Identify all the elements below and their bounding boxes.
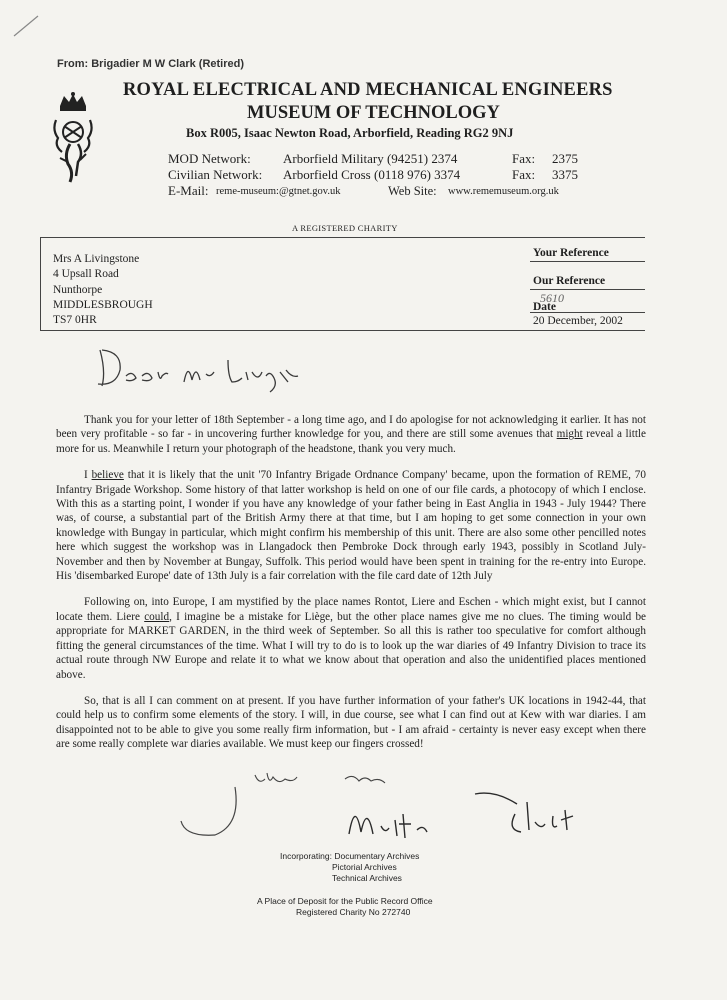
footer-registered-charity: Registered Charity No 272740 (296, 907, 411, 917)
paragraph-4: So, that is all I can comment on at present. If you have further information of your father's UK locations in 1942-44, that could help us to confirm some elements of the story. I will, in due course, see what I can find out at Kew with war diaries. I am disappointed not to be able to give you some really firm information, but - I am afraid - certainty is never easy except when there are some really complete war diaries available. We must keep our fingers crossed! (56, 694, 646, 751)
paragraph-2: I believe that it is likely that the unit '70 Infantry Brigade Ordnance Company' became, upon the formation of REME, 70 Infantry Brigade Workshop. Some history of that latter workshop is held on one of our file cards, a photocopy of which I enclose. With this as a starting point, I wonder if you have any knowledge of your father being in East Anglia in 1943 - July 1944? There was, of course, a substantial part of the British Army there at that time, but I am hoping to get some connection in your own knowledge with Bungay in particular, which might confirm his membership of this unit. There are also some other pencilled notes here which suggest the workshop was in Llangadock then Pembroke Dock through early 1943, possibly in Scotland July-November and then by November at Bungay, Suffolk. This period would have been spent in training for the re-entry into Europe. His 'disembarked Europe' date of 13th July is a fair correlation with the file card date of 12th July (56, 469, 646, 583)
header-rule (40, 237, 645, 238)
from-line: From: Brigadier M W Clark (Retired) (57, 58, 245, 70)
recipient-line: MIDDLESBROUGH (53, 298, 153, 311)
org-name-line2: MUSEUM OF TECHNOLOGY (247, 103, 500, 123)
website-address: www.rememuseum.org.uk (448, 186, 559, 197)
footer-deposit: A Place of Deposit for the Public Record Office (257, 896, 433, 906)
our-reference-label: Our Reference (533, 275, 606, 287)
corner-pencil-mark (12, 14, 42, 38)
our-reference-value: 5610 (540, 291, 564, 305)
mod-network-value: Arborfield Military (94251) 2374 (283, 151, 458, 166)
signature (345, 790, 615, 850)
recipient-line: 4 Upsall Road (53, 268, 119, 281)
address-left-rule (40, 237, 41, 330)
recipient-line: Mrs A Livingstone (53, 253, 140, 265)
handwritten-salutation (92, 342, 307, 394)
your-ref-rule (530, 261, 645, 262)
mod-fax-value: 2375 (552, 151, 578, 166)
civilian-fax-value: 3375 (552, 167, 578, 182)
date-label: Date (533, 301, 556, 313)
footer-technical: Technical Archives (332, 873, 402, 883)
civilian-network-value: Arborfield Cross (0118 976) 3374 (283, 167, 461, 182)
email-address: reme-museum:@gtnet.gov.uk (216, 186, 341, 197)
address-rule (40, 330, 645, 331)
recipient-line: Nunthorpe (53, 283, 103, 296)
email-label: E-Mail: (168, 183, 209, 198)
date-value: 20 December, 2002 (533, 315, 623, 327)
mod-fax-label: Fax: (512, 151, 536, 166)
registered-charity-note: A REGISTERED CHARITY (292, 223, 398, 233)
your-reference-label: Your Reference (533, 247, 609, 259)
mod-network-label: MOD Network: (168, 151, 251, 166)
civilian-fax-label: Fax: (512, 167, 536, 182)
website-label: Web Site: (388, 184, 437, 198)
footer-pictorial: Pictorial Archives (332, 862, 397, 872)
letter-body (56, 413, 646, 752)
recipient-line: TS7 0HR (53, 314, 97, 327)
footer-incorporating: Incorporating: Documentary Archives (280, 851, 420, 861)
org-address: Box R005, Isaac Newton Road, Arborfield, Reading RG2 9NJ (186, 126, 514, 140)
paragraph-1: Thank you for your letter of 18th September - a long time ago, and I do apologise for not acknowledging it earlier. It has not been very profitable - so far - in uncovering further knowledge for you, and there are still some avenues that might reveal a little more for us. Meanwhile I return your photograph of the headstone, thank you very much. (56, 414, 646, 455)
our-ref-rule (530, 289, 645, 290)
paragraph-3: Following on, into Europe, I am mystified by the place names Rontot, Liere and Eschen - which might exist, but I cannot locate them. Liere could, I imagine be a mistake for Liège, but the other place names give me no clues. The timing would be appropriate for MARKET GARDEN, in the third week of September. So all this is rather too speculative for comfort although fitting the general circumstances of the time. What I will try to do is to look up the war diaries of 49 Infantry Division to trace its actual route through NW Europe and relate it to what we know about that operation and also the unidentified places mentioned above. (56, 596, 646, 681)
civilian-network-label: Civilian Network: (168, 167, 263, 182)
org-name-line1: ROYAL ELECTRICAL AND MECHANICAL ENGINEERS (123, 80, 613, 100)
recipient-address (53, 252, 153, 328)
reme-crest-icon (50, 92, 96, 186)
